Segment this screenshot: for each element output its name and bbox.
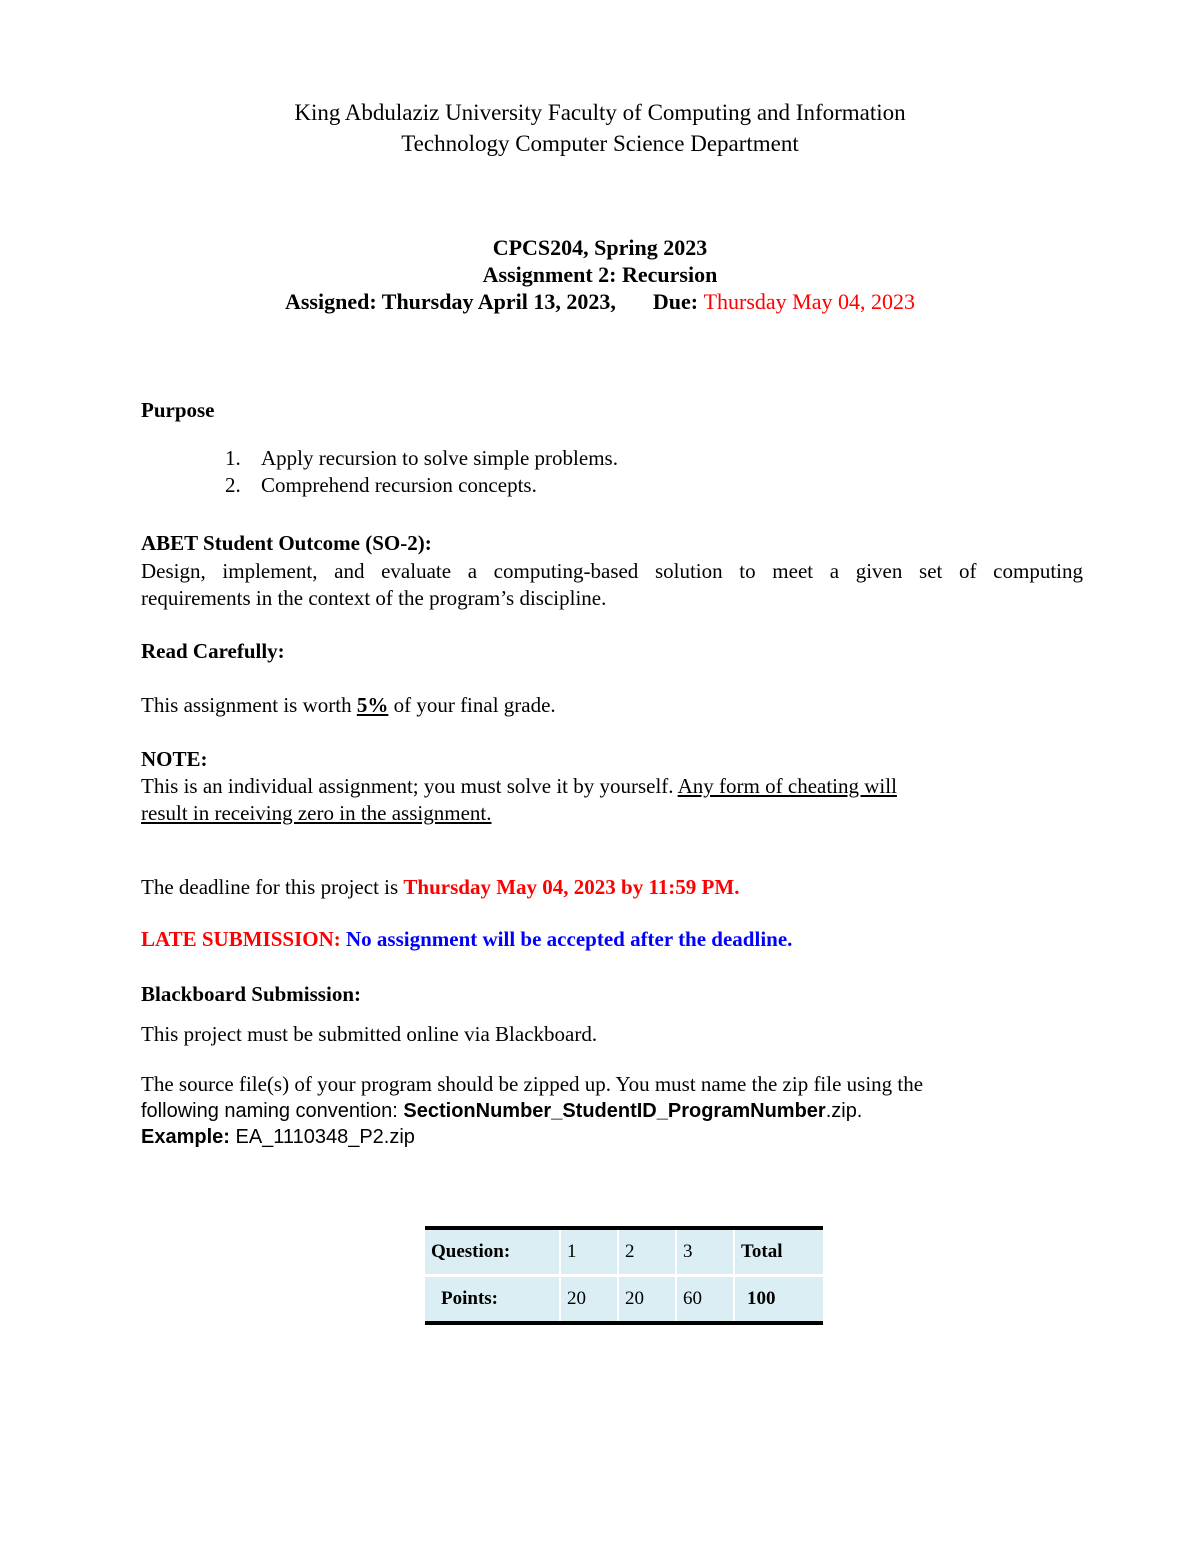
purpose-heading: Purpose (141, 398, 215, 422)
abet-heading: ABET Student Outcome (SO-2): (141, 531, 432, 555)
total-value: 100 (734, 1276, 823, 1324)
abet-text (141, 558, 1083, 612)
list-text: Apply recursion to solve simple problems. (261, 446, 618, 470)
points-label: Points: (425, 1276, 560, 1324)
table-row (425, 1276, 823, 1324)
blackboard-heading: Blackboard Submission: (141, 982, 361, 1006)
note-warning-1: Any form of cheating will (677, 774, 897, 798)
zip-line-2-pre: following naming convention: (141, 1100, 404, 1122)
points-value: 60 (676, 1276, 734, 1324)
assignment-title: Assignment 2: Recursion (482, 262, 718, 287)
abet-line-2: requirements in the context of the program’s discipline. (141, 586, 607, 610)
late-label: LATE SUBMISSION: (141, 927, 341, 951)
zip-instructions (141, 1071, 923, 1150)
worth-pre: This assignment is worth (141, 693, 357, 717)
question-label: Question: (425, 1228, 560, 1276)
deadline-line (141, 875, 739, 900)
zip-line-1-text: The source file(s) of your program should be zipped up. You must name the zip file using the (141, 1072, 924, 1096)
course-title: CPCS204, Spring 2023 (492, 235, 708, 260)
example-value: EA_1110348_P2.zip (229, 1126, 415, 1148)
note-line-1-pre: This is an individual assignment; you must solve it by yourself. (141, 774, 678, 798)
list-number: 2. (225, 473, 241, 497)
question-number: 3 (676, 1228, 734, 1276)
points-value: 20 (560, 1276, 618, 1324)
deadline-value: Thursday May 04, 2023 by 11:59 PM. (403, 875, 740, 899)
deadline-pre: The deadline for this project is (141, 875, 404, 899)
zip-line-2 (141, 1098, 923, 1124)
zip-ext: .zip. (825, 1100, 863, 1122)
worth-line (141, 693, 556, 718)
question-number: 2 (618, 1228, 676, 1276)
abet-line-1 (141, 558, 1083, 585)
zip-line-1 (141, 1071, 923, 1098)
dates-line (0, 288, 1200, 315)
worth-post: of your final grade. (388, 693, 556, 717)
header-line-2: Technology Computer Science Department (401, 131, 799, 156)
worth-value: 5% (356, 693, 389, 717)
zip-convention: SectionNumber_StudentID_ProgramNumber (403, 1100, 826, 1122)
university-header (0, 97, 1200, 159)
purpose-list (225, 445, 618, 499)
points-table (425, 1226, 823, 1325)
late-submission-line (141, 927, 792, 952)
note-heading: NOTE: (141, 747, 208, 771)
question-number: 1 (560, 1228, 618, 1276)
note-line-1 (141, 773, 897, 800)
points-value: 20 (618, 1276, 676, 1324)
note-text (141, 773, 897, 827)
blackboard-line: This project must be submitted online via Blackboard. (141, 1022, 598, 1046)
list-item (225, 445, 618, 472)
list-item (225, 472, 618, 499)
assigned-date: Thursday April 13, 2023, (381, 289, 616, 314)
example-label: Example: (141, 1126, 230, 1148)
due-date: Thursday May 04, 2023 (703, 289, 916, 314)
total-label: Total (734, 1228, 823, 1276)
list-number: 1. (225, 446, 241, 470)
table-row (425, 1228, 823, 1276)
read-carefully-heading: Read Carefully: (141, 639, 285, 663)
list-text: Comprehend recursion concepts. (261, 473, 537, 497)
late-text: No assignment will be accepted after the deadline. (340, 927, 793, 951)
course-block (0, 234, 1200, 315)
example-line (141, 1124, 923, 1150)
due-label: Due: (652, 289, 699, 314)
abet-line-1-text: Design, implement, and evaluate a computing-based solution to meet a given set of computing (141, 559, 1083, 583)
assigned-label: Assigned: (284, 289, 377, 314)
note-warning-2: result in receiving zero in the assignment. (141, 801, 492, 825)
header-line-1: King Abdulaziz University Faculty of Computing and Information (294, 100, 906, 125)
